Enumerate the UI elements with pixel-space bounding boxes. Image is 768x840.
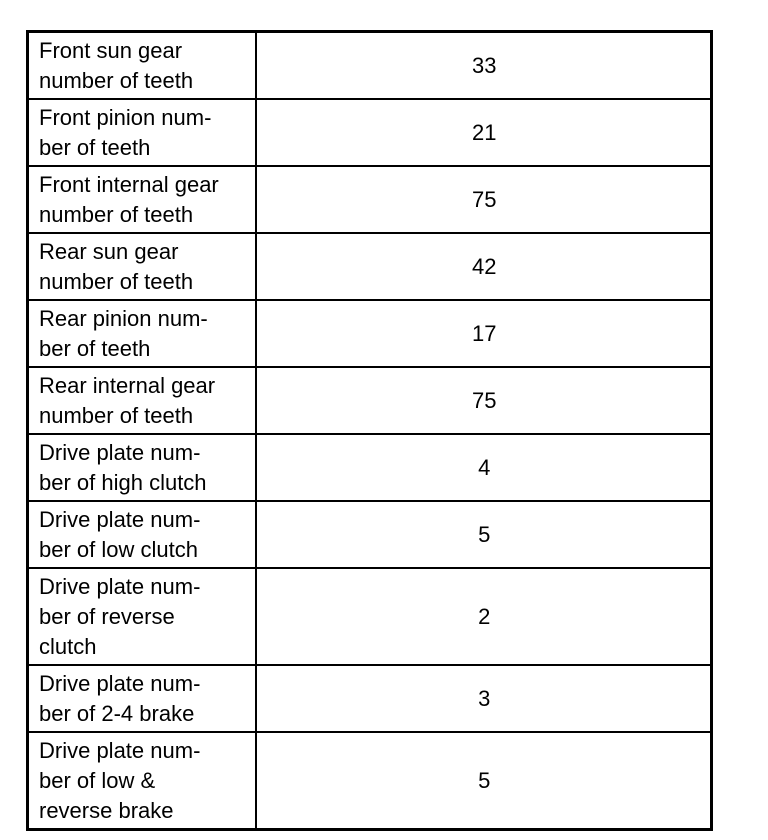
table-row <box>28 166 712 233</box>
row-label: Drive plate num- ber of 2-4 brake <box>28 665 256 732</box>
row-label: Drive plate num- ber of low & reverse brake <box>28 732 256 830</box>
gear-spec-table <box>26 30 713 831</box>
row-value: 17 <box>256 300 712 367</box>
row-value: 4 <box>256 434 712 501</box>
table-row <box>28 99 712 166</box>
row-label: Rear internal gear number of teeth <box>28 367 256 434</box>
row-label: Drive plate num- ber of reverse clutch <box>28 568 256 665</box>
row-value: 5 <box>256 732 712 830</box>
table-row <box>28 367 712 434</box>
row-label: Front pinion num- ber of teeth <box>28 99 256 166</box>
table-row <box>28 434 712 501</box>
table-row <box>28 233 712 300</box>
row-label: Rear pinion num- ber of teeth <box>28 300 256 367</box>
row-value: 5 <box>256 501 712 568</box>
table-row <box>28 300 712 367</box>
table-row <box>28 501 712 568</box>
row-value: 75 <box>256 367 712 434</box>
table-row <box>28 732 712 830</box>
row-label: Drive plate num- ber of low clutch <box>28 501 256 568</box>
row-value: 33 <box>256 32 712 100</box>
row-value: 75 <box>256 166 712 233</box>
row-label: Front internal gear number of teeth <box>28 166 256 233</box>
row-label: Rear sun gear number of teeth <box>28 233 256 300</box>
table-row <box>28 568 712 665</box>
row-value: 21 <box>256 99 712 166</box>
table-row <box>28 32 712 100</box>
row-value: 3 <box>256 665 712 732</box>
row-value: 2 <box>256 568 712 665</box>
row-label: Front sun gear number of teeth <box>28 32 256 100</box>
row-value: 42 <box>256 233 712 300</box>
row-label: Drive plate num- ber of high clutch <box>28 434 256 501</box>
table-row <box>28 665 712 732</box>
